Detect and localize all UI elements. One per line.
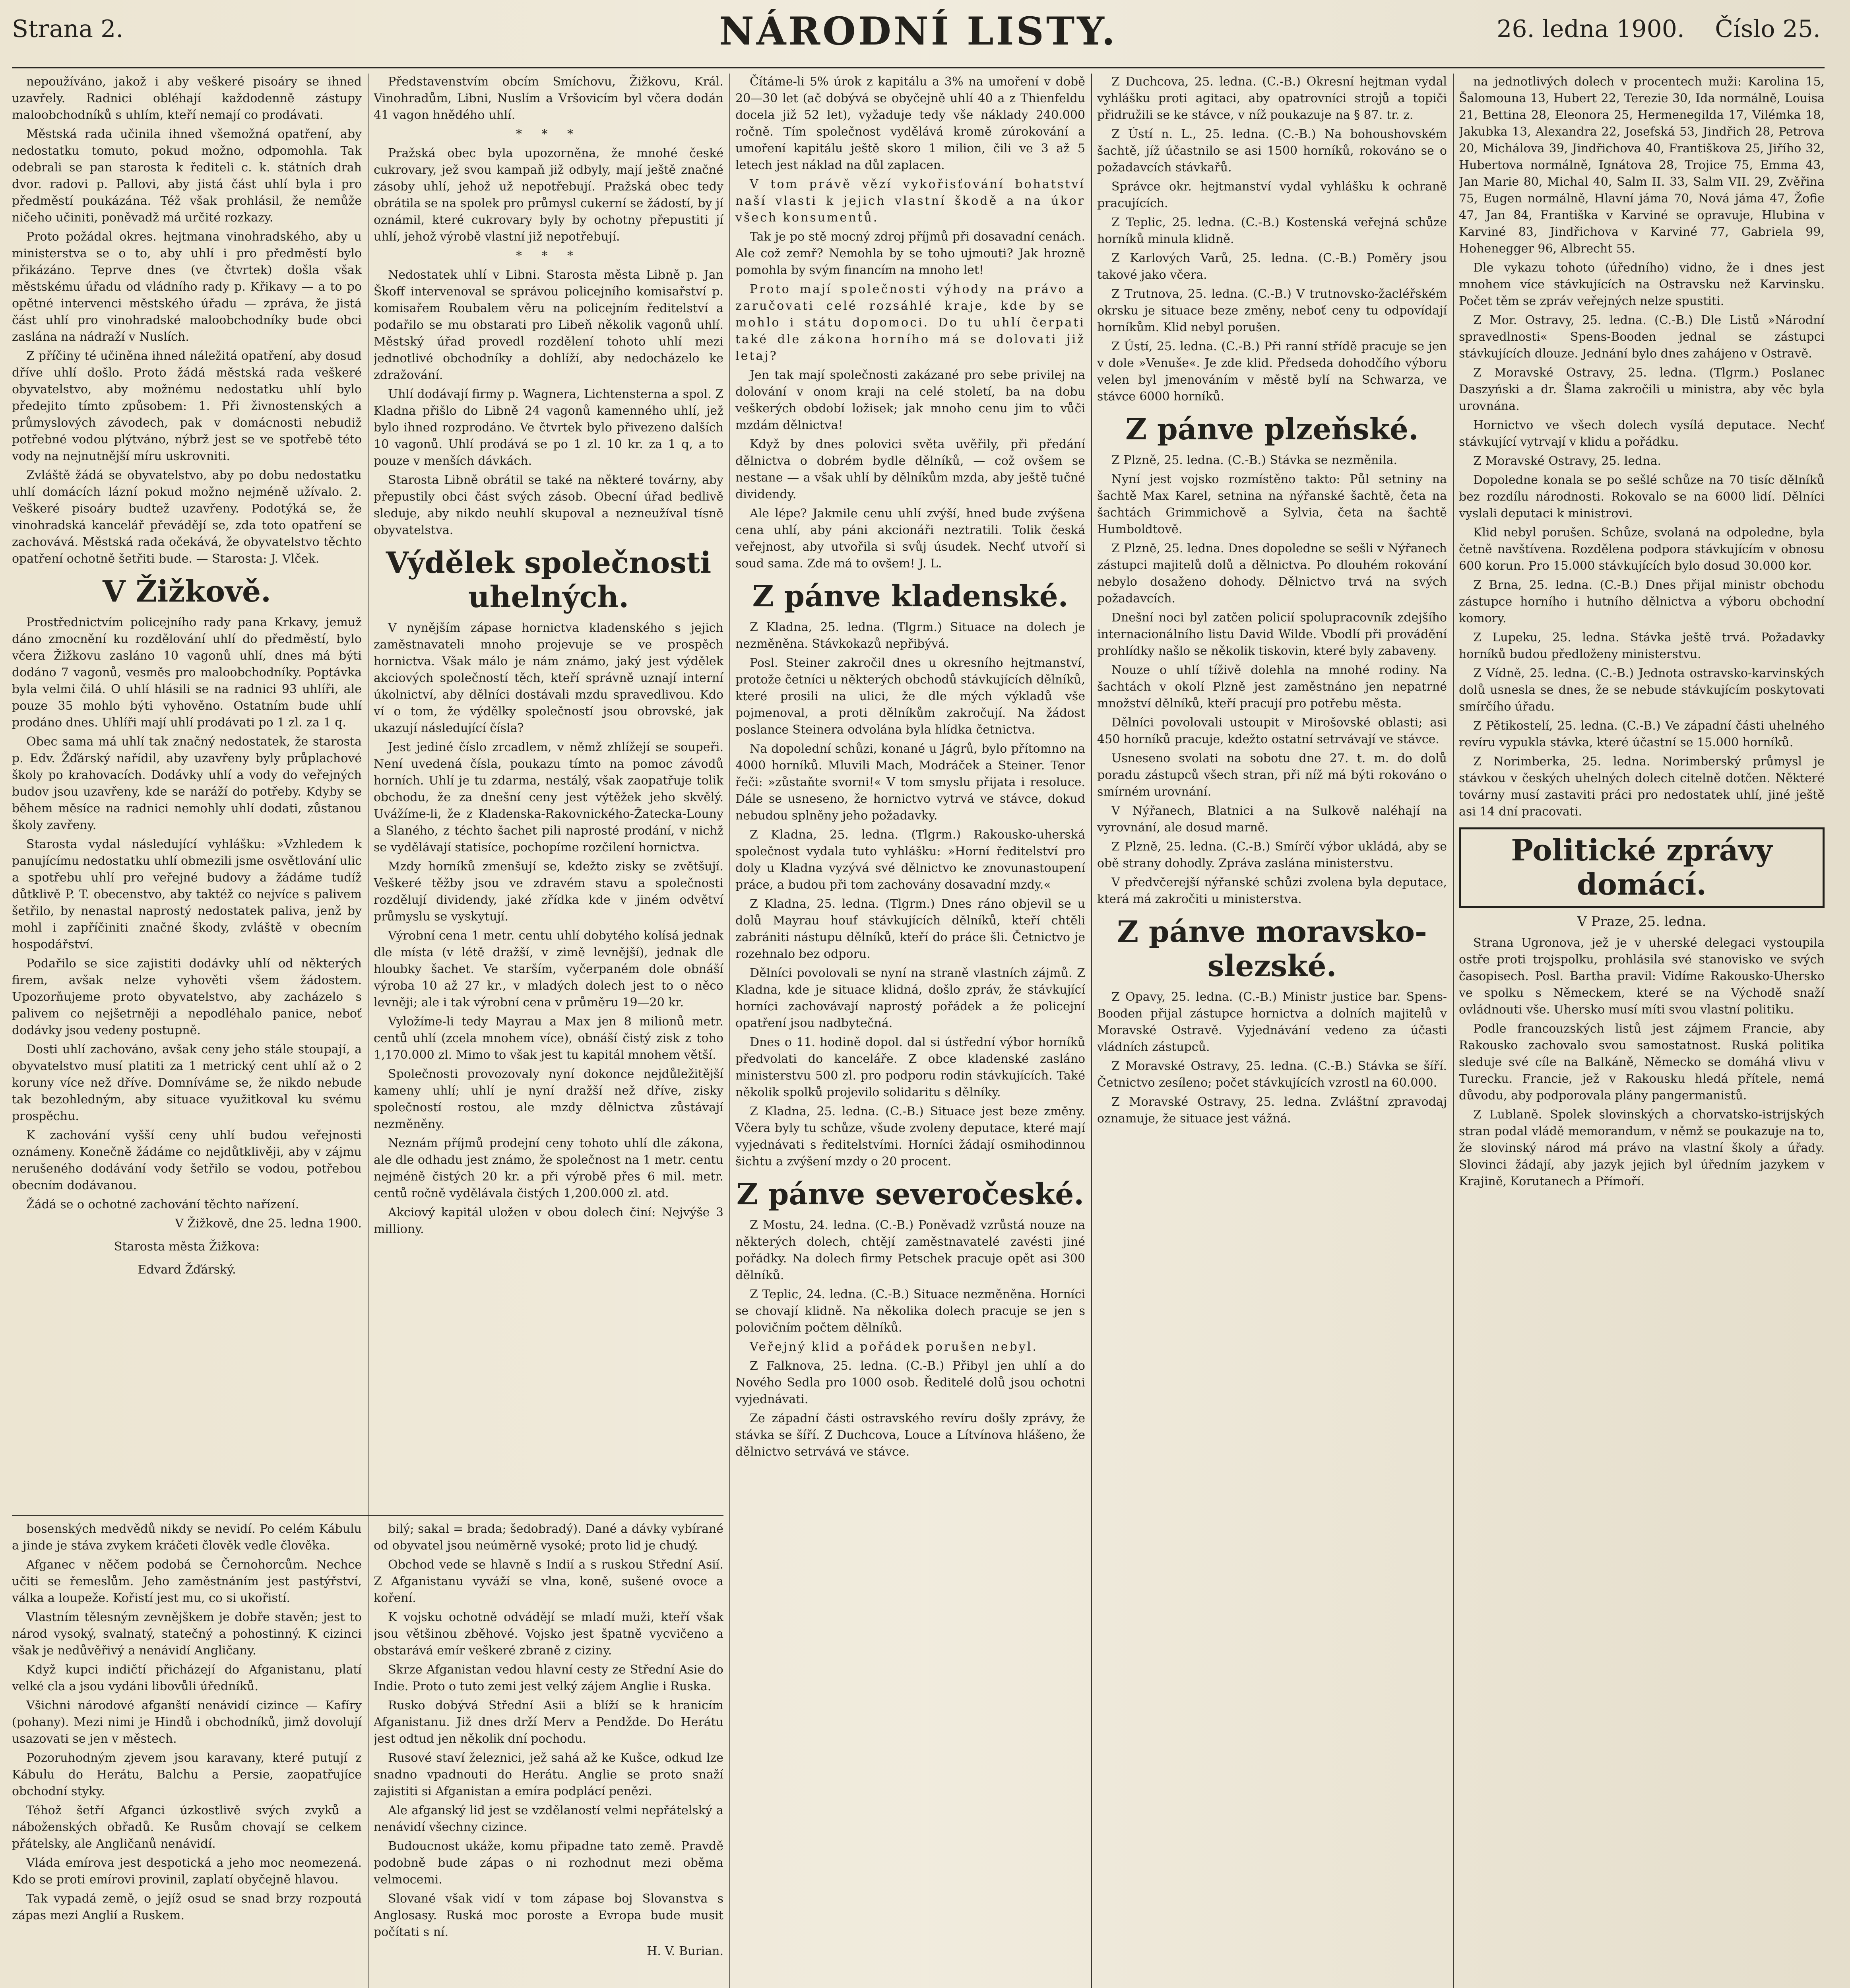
article-paragraph: Dělníci povolovali se nyní na straně vlastních zájmů. Z Kladna, kde je situace klidná, došlo zpráv, že stávkující horníci zachovávají naprostý pořádek a že policejní opatření jsou nadbytečná. bbox=[735, 966, 1085, 1030]
column-5 bbox=[1459, 74, 1825, 1988]
section-subheading: V Praze, 25. ledna. bbox=[1577, 914, 1706, 930]
section-headline: Z pánve kladenské. bbox=[752, 579, 1069, 613]
article-paragraph: Nyní jest vojsko rozmístěno takto: Půl setniny na šachtě Max Karel, setnina na nýřanské šachtě, četa na šachtách Grimmichově a Sylvia, četa na šachtě Humboldtově. bbox=[1097, 472, 1447, 536]
article-paragraph: Pražská obec byla upozorněna, že mnohé české cukrovary, jež svou kampaň již odbyly, mají ještě značné zásoby uhlí, jehož už nepotřebují. Pražská obec tedy obrátila se na spolek pro průmysl cukerní se žádostí, by jí oznámil, které cukrovary byly by ochotny přepustiti jí uhlí, jehož výrobě vlastní již nepotřebují. bbox=[374, 146, 723, 244]
section-headline: Z pánve plzeňské. bbox=[1125, 412, 1419, 447]
article-paragraph: Z Teplic, 25. ledna. (C.-B.) Kostenská veřejná schůze horníků minula klidně. bbox=[1097, 215, 1447, 246]
article-paragraph: Z Duchcova, 25. ledna. (C.-B.) Okresní hejtman vydal vyhlášku proti agitaci, aby opatrovníci strojů a topiči přidružili se ke stávce, v níž poukazuje na § 87. tr. z. bbox=[1097, 75, 1447, 122]
article-paragraph: Společnosti provozovaly nyní dokonce nejdůležitější kameny uhlí; uhlí je nyní dražší než dříve, zisky společností rostou, ale mzdy dělnictva zůstávají nezměněny. bbox=[374, 1067, 723, 1131]
article-paragraph: V tom právě vězí vykořisťování bohatství naší vlasti k jejich vlastní škodě a na úkor všech konsumentů. bbox=[735, 177, 1085, 225]
article-paragraph: Představenstvím obcím Smíchovu, Žižkovu, Král. Vinohradům, Libni, Nuslím a Vršovicím byl včera dodán 41 vagon hnědého uhlí. bbox=[374, 75, 723, 122]
article-paragraph: Z Pětikostelí, 25. ledna. (C.-B.) Ve západní části uhelného revíru vypukla stávka, které účastní se 15.000 horníků. bbox=[1459, 719, 1825, 749]
column-rule bbox=[1453, 74, 1454, 1988]
column-1-top bbox=[12, 74, 362, 1509]
article-paragraph: nepoužíváno, jakož i aby veškeré pisoáry se ihned uzavřely. Radnici obléhají každodenně zástupy maloobchodníků s uhlím, kteří nemají co prodávati. bbox=[12, 75, 362, 122]
article-paragraph: Z Moravské Ostravy, 25. ledna. (Tlgrm.) Poslanec Daszyński a dr. Šlama zakročili u ministra, aby věc byla urovnána. bbox=[1459, 366, 1825, 413]
article-paragraph: Téhož šetří Afganci úzkostlivě svých zvyků a náboženských obřadů. Ke Rusům chovají se celkem přátelsky, ale Angličanů nenávidí. bbox=[12, 1804, 362, 1851]
signature-name: Edvard Žďárský. bbox=[138, 1263, 236, 1277]
article-paragraph: Posl. Steiner zakročil dnes u okresního hejtmanství, protože četníci u některých obchodů stávkujících dělníků, které prosili na ulici, že dle mých výkladů vše pojmenoval, a proti dělníkům zakročují. Na žádost poslance Steinera odvolána byla hlídka četnictva. bbox=[735, 656, 1085, 737]
column-4 bbox=[1097, 74, 1447, 1988]
article-paragraph: Proto mají společnosti výhody na právo a zaručovati celé rozsáhlé kraje, kde by se mohlo i státu dopomoci. Do tu uhlí čerpati také dle zákona horního má se dolovati již letaj? bbox=[735, 282, 1085, 363]
article-paragraph: Vyložíme-li tedy Mayrau a Max jen 8 milionů metr. centů uhlí (zcela mnohem více), obnáší čistý zisk z toho 1,170.000 zl. Mimo to však jest tu kapitál mnohem větší. bbox=[374, 1015, 723, 1062]
article-paragraph: Tak je po stě mocný zdroj příjmů při dosavadní cenách. Ale což zemř? Nemohla by se toho ujmouti? Jak hrozně pomohla by svým financím na mnoho let! bbox=[735, 230, 1085, 277]
article-paragraph: Z Vídně, 25. ledna. (C.-B.) Jednota ostravsko-karvinských dolů usnesla se dnes, že se nebude stávkujícím poskytovati smírčího úřadu. bbox=[1459, 666, 1825, 714]
article-paragraph: Afganec v něčem podobá se Černohorcům. Nechce učiti se řemeslům. Jeho zaměstnáním jest pastýřství, válka a loupeže. Kořistí jest mu, co si ukořistí. bbox=[12, 1558, 362, 1605]
article-paragraph: Z Brna, 25. ledna. (C.-B.) Dnes přijal ministr obchodu zástupce horního i hutního dělnictva a výboru obchodní komory. bbox=[1459, 578, 1825, 625]
article-paragraph: Starosta Libně obrátil se také na některé továrny, aby přepustily obci část svých zásob. Obecní úřad bedlivě sleduje, aby nikdo neuhlí skupoval a nezneužíval tísně obyvatelstva. bbox=[374, 473, 723, 537]
article-paragraph: Proto požádal okres. hejtmana vinohradského, aby u ministerstva se o to, aby uhlí i pro předměstí bylo přikázáno. Teprve dnes (ve čtvrtek) došla však městskému úřadu od vládního rady p. Křikavy — a to po opětné intervenci městského úřadu — zpráva, že jistá část uhlí pro vinohradské maloobchodníky bude obci zaslána na nádraží v Nuslích. bbox=[12, 230, 362, 344]
section-headline: V Žižkově. bbox=[103, 575, 271, 609]
column-3 bbox=[735, 74, 1085, 1988]
article-paragraph: bosenských medvědů nikdy se nevidí. Po celém Kábulu a jinde je stáva zvykem kráčeti člověk vedle člověka. bbox=[12, 1522, 362, 1553]
dateline bbox=[1497, 15, 1821, 43]
article-paragraph: Když kupci indičtí přicházejí do Afganistanu, platí velké cla a jsou vydáni libovůli úředníků. bbox=[12, 1663, 362, 1693]
issue-number: Číslo 25. bbox=[1715, 15, 1821, 43]
section-headline: Politické zprávy domácí. bbox=[1459, 827, 1825, 908]
signature-org: Starosta města Žižkova: bbox=[114, 1240, 260, 1254]
article-paragraph: Jest jediné číslo zrcadlem, v němž zhlížejí se soupeři. Není uvedená čísla, poukazu tímto na pomoc závodů horních. Uhlí je tu zdarma, nestálý, však zaopatřuje tolik obchodu, že za dnešní ceny jest výtěžek jeho skvělý. Uvážíme-li, že z Kladenska-Rakovnického-Žatecka-Louny a Slaného, z téchto šachet pili naprosté prodání, v nichž se vydělávají statisíce, pochopíme rozčilení hornictva. bbox=[374, 740, 723, 854]
article-paragraph: Dnes o 11. hodině dopol. dal si ústřední výbor horníků předvolati do kanceláře. Z obce kladenské zasláno ministerstvu 500 zl. pro podporu rodin stávkujících. Také několik spolků projevilo solidaritu s dělníky. bbox=[735, 1035, 1085, 1099]
article-paragraph: Dle vykazu tohoto (úředního) vidno, že i dnes jest mnohem více stávkujících na Ostravsku než Karvinsku. Počet těm se zpráv veřejných nelze spustiti. bbox=[1459, 261, 1825, 308]
article-signature: H. V. Burian. bbox=[647, 1944, 723, 1958]
article-paragraph: V nynějším zápase hornictva kladenského s jejich zaměstnavateli mnoho projevuje se ve prospěch hornictva. Však málo je nám známo, jaký jest výdělek akciových společností těch, kteří správně uznají interní úkolnictví, aby dělníci dostávali mzdu spravedlivou. Kdo ví o tom, že výdělky společností jsou obrovské, jak ukazují následující čísla? bbox=[374, 621, 723, 735]
section-headline: Z pánve moravsko-slezské. bbox=[1117, 915, 1427, 983]
article-paragraph: Dnešní noci byl zatčen policií spolupracovník zdejšího internacionálního listu David Wilde. Vbodlí při provádění prohlídky našlo se několik tiskovin, které byly zabaveny. bbox=[1097, 611, 1447, 658]
article-paragraph: K vojsku ochotně odvádějí se mladí muži, kteří však jsou většinou zběhové. Vojsko jest špatně vycvičeno a obstarává emír veškeré zbraně z ciziny. bbox=[374, 1610, 723, 1658]
article-paragraph: Akciový kapitál uložen v obou dolech činí: Nejvýše 3 milliony. bbox=[374, 1206, 723, 1236]
article-paragraph: Neznám příjmů prodejní ceny tohoto uhlí dle zákona, ale dle odhadu jest známo, že společnost na 1 metr. centu nejméně čistých 20 kr. a při výrobě přes 6 mil. metr. centů ročně vydělávala čistých 1,200.000 zl. atd. bbox=[374, 1136, 723, 1200]
article-paragraph: Z příčiny té učiněna ihned náležitá opatření, aby dosud dříve uhlí došlo. Proto žádá městská rada veškeré obyvatelstvo, aby možnému nedostatku uhlí bylo předejito tímto způsobem: 1. Při živnostenských a průmyslových závodech, pak v domácnosti nebudiž potřebné vodou plýtváno, nýbrž jest se ve spotřebě této vody na nejnutnější míru uskrovniti. bbox=[12, 349, 362, 463]
article-paragraph: Tak vypadá země, o jejíž osud se snad brzy rozpoutá zápas mezi Anglií a Ruskem. bbox=[12, 1892, 362, 1922]
article-paragraph: Z Falknova, 25. ledna. (C.-B.) Přibyl jen uhlí a do Nového Sedla pro 1000 osob. Ředitelé dolů jsou ochotni vyjednávati. bbox=[735, 1359, 1085, 1406]
article-paragraph: Z Mostu, 24. ledna. (C.-B.) Poněvadž vzrůstá nouze na některých dolech, chtějí zaměstnavatelé zavésti jiné pořádky. Na dolech firmy Petschek pracuje opět asi 300 dělníků. bbox=[735, 1218, 1085, 1282]
article-paragraph: Městská rada učinila ihned všemožná opatření, aby nedostatku tomuto, pokud možno, odpomohla. Tak odebrali se pan starosta k řediteli c. k. státních drah dvor. radovi p. Pallovi, aby jistá část uhlí byla i pro předměstí poukázána. Též však prohlásil, že nemůže ničeho učiniti, poněvadž má určité rozkazy. bbox=[12, 127, 362, 225]
article-paragraph: Budoucnost ukáže, komu připadne tato země. Pravdě podobně bude zápas o ni rozhodnut mezi oběma velmocemi. bbox=[374, 1839, 723, 1887]
article-paragraph: Z Plzně, 25. ledna. (C.-B.) Stávka se nezměnila. bbox=[1111, 453, 1398, 467]
separator-stars: * * * bbox=[516, 127, 582, 141]
article-paragraph: Starosta vydal následující vyhlášku: »Vzhledem k panujícímu nedostatku uhlí obmezili jsme osvětlování ulic a spotřebu uhlí pro veřejné budovy a žádáme tudíž důtklivě P. T. obecenstvo, aby taktéž co nejvíce s palivem šetřilo, by nenastal naprostý nedostatek paliva, jenž by mohl i zapříčiniti značné škody, zvláště v obecním hospodářství. bbox=[12, 837, 362, 951]
article-paragraph: Výrobní cena 1 metr. centu uhlí dobytého kolísá jednak dle místa (v létě dražší, v zimě levnější), jednak dle hloubky šachet. Ve starším, vyčerpaném dole obnáší výroba 10 až 27 kr., v mladých dolech jest to o něco levněji; ale i tak výrobní cena v průměru 19—20 kr. bbox=[374, 929, 723, 1010]
masthead-title: NÁRODNÍ LISTY. bbox=[719, 9, 1117, 54]
article-paragraph: Pozoruhodným zjevem jsou karavany, které putují z Kábulu do Herátu, Balchu a Persie, zaopatřujíce obchodní styky. bbox=[12, 1751, 362, 1798]
article-paragraph: Z Trutnova, 25. ledna. (C.-B.) V trutnovsko-žacléřském okrsku je situace beze změny, neboť ceny tu odpovídají horníkům. Klid nebyl porušen. bbox=[1097, 287, 1447, 334]
signature-place: V Žižkově, dne 25. ledna 1900. bbox=[175, 1217, 362, 1231]
article-paragraph: Z Plzně, 25. ledna. (C.-B.) Smírčí výbor ukládá, aby se obě strany dohodly. Zpráva zaslána ministerstvu. bbox=[1097, 840, 1447, 870]
article-paragraph: Obec sama má uhlí tak značný nedostatek, že starosta p. Edv. Žďárský nařídil, aby uzavřeny byly průplachové školy po krahovacích. Dodávky uhlí a vody do veřejných budov jsou uzavřeny, kde se naráží do potřeby. Kdyby se během měsíce na radnici nemohly uhlí dodati, zůstanou školy zavřeny. bbox=[12, 735, 362, 832]
article-paragraph: Dopoledne konala se po sešlé schůze na 70 tisíc dělníků bez rozdílu národnosti. Rokovalo se na 6000 lidí. Dělníci vyslali deputaci k ministrovi. bbox=[1459, 473, 1825, 520]
article-paragraph: Strana Ugronova, jež je v uherské delegaci vystoupila ostře proti trojspolku, prohlásila své stanovisko ve svých časopisech. Posl. Bartha pravil: Vidíme Rakousko-Uhersko ve spolku s Německem, které se na Východě snaží ovládnouti vše. Uhersko musí míti svou vlastní politiku. bbox=[1459, 936, 1825, 1017]
article-paragraph: Z Plzně, 25. ledna. Dnes dopoledne se sešli v Nýřanech zástupci majitelů dolů a dělnictva. Po dlouhém rokování nebylo dosaženo dohody. Dělnictvo trvá na svých požadavcích. bbox=[1097, 542, 1447, 606]
article-paragraph: Ale lépe? Jakmile cenu uhlí zvýší, hned bude zvýšena cena uhlí, aby páni akcionáři neztratili. Tolik česká veřejnost, aby utvořila si svůj úsudek. Nechť utvoří si soud sama. Zde má to ovšem! J. L. bbox=[735, 507, 1085, 571]
article-paragraph: Z Mor. Ostravy, 25. ledna. (C.-B.) Dle Listů »Národní spravedlnosti« Spens-Booden jednal se zástupci stávkujících dlouze. Jednání bylo dnes zahájeno v Ostravě. bbox=[1459, 313, 1825, 361]
article-paragraph: Ze západní části ostravského revíru došly zprávy, že stávka se šíří. Z Duchcova, Louce a Lítvínova hlášeno, že dělnictvo setrvává ve stávce. bbox=[735, 1411, 1085, 1459]
article-paragraph: Z Kladna, 25. ledna. (C.-B.) Situace jest beze změny. Včera byly tu schůze, všude zvoleny deputace, které mají vyjednávati s ředitelstvími. Horníci žádají osmihodinnou šichtu a zvýšení mzdy o 20 procent. bbox=[735, 1105, 1085, 1169]
article-paragraph: Z Lupeku, 25. ledna. Stávka ještě trvá. Požadavky horníků budou předloženy ministerstvu. bbox=[1459, 631, 1825, 661]
article-paragraph: Žádá se o ochotné zachování těchto nařízení. bbox=[26, 1198, 299, 1211]
article-paragraph: K zachování vyšší ceny uhlí budou veřejnosti oznámeny. Konečně žádáme co nejdůtklivěji, aby v zájmu nerušeného dodávání vody šetřilo se vodou, potřebou obecním dodávanou. bbox=[12, 1128, 362, 1192]
page-number: Strana 2. bbox=[12, 15, 124, 43]
article-paragraph: Vláda emírova jest despotická a jeho moc neomezená. Kdo se proti emírovi provinil, zaplatí obyčejně hlavou. bbox=[12, 1856, 362, 1887]
article-paragraph: Podařilo se sice zajistiti dodávky uhlí od některých firem, avšak nelze vyhověti všem žádostem. Upozorňujeme proto obyvatelstvo, aby zacházelo s palivem co nejšetrněji a nepodléhalo panice, neboť dodávky jsou vedeny postupně. bbox=[12, 957, 362, 1037]
article-paragraph: V Nýřanech, Blatnici a na Sulkově naléhají na vyrovnání, ale dosud marně. bbox=[1097, 804, 1447, 835]
article-paragraph: Jen tak mají společnosti zakázané pro sebe privilej na dolování v onom kraji na celé století, ba na dobu veškerých období ložisek; jak mnoho cenu jim to vůči mzdám dělnictva! bbox=[735, 368, 1085, 432]
article-paragraph: Rusové staví železnici, jež sahá až ke Kušce, odkud lze snadno vpadnouti do Herátu. Anglie se proto snaží zajistiti si Afganistan a emíra podplácí penězi. bbox=[374, 1751, 723, 1798]
article-paragraph: Dosti uhlí zachováno, avšak ceny jeho stále stoupají, a obyvatelstvo musí platiti za 1 metrický cent uhlí až o 2 koruny více než dříve. Domníváme se, že nikdo nebude tak bezohledným, aby situace využitkoval ku svému prospěchu. bbox=[12, 1043, 362, 1123]
section-headline: Z pánve severočeské. bbox=[736, 1177, 1084, 1211]
issue-date: 26. ledna 1900. bbox=[1497, 15, 1685, 43]
columns-area bbox=[12, 74, 1825, 1988]
column-1-bottom bbox=[12, 1521, 362, 1988]
article-paragraph: Z Kladna, 25. ledna. (Tlgrm.) Situace na dolech je nezměněna. Stávkokazů nepřibývá. bbox=[735, 620, 1085, 651]
article-paragraph: Zvláště žádá se obyvatelstvo, aby po dobu nedostatku uhlí domácích lázní pokud možno nejméně užívalo. 2. Veškeré pisoáry budtež uzavřeny. Podotýká se, že vinohradská kancelář převádějí se, zda toto opatření se zachovává. Městská rada očekává, že obyvatelstvo těchto opatření ochotně šetřiti bude. — Starosta: J. Vlček. bbox=[12, 468, 362, 566]
column-2-top bbox=[374, 74, 723, 1509]
article-paragraph: Z Moravské Ostravy, 25. ledna. (C.-B.) Stávka se šíří. Četnictvo zesíleno; počet stávkujících vzrostl na 60.000. bbox=[1097, 1059, 1447, 1090]
article-paragraph: Ale afganský lid jest se vzdělaností velmi nepřátelský a nenávidí všechny cizince. bbox=[374, 1804, 723, 1834]
page-header bbox=[12, 3, 1825, 68]
article-paragraph: Uhlí dodávají firmy p. Wagnera, Lichtensterna a spol. Z Kladna přišlo do Libně 24 vagonů kamenného uhlí, jež bylo ihned rozprodáno. Ve čtvrtek bylo přivezeno dalších 10 vagonů. Uhlí prodává se po 1 zl. 10 kr. za 1 q, a to pouze v menších dávkách. bbox=[374, 387, 723, 468]
article-paragraph: Slované však vidí v tom zápase boj Slovanstva s Anglosasy. Ruská moc poroste a Evropa bude musit počítati s ní. bbox=[374, 1892, 723, 1939]
article-paragraph: Obchod vede se hlavně s Indií a s ruskou Střední Asií. Z Afganistanu vyváží se vlna, koně, sušené ovoce a koření. bbox=[374, 1558, 723, 1605]
article-paragraph: Z Kladna, 25. ledna. (Tlgrm.) Rakousko-uherská společnost vydala tuto vyhlášku: »Horní ředitelství pro doly u Kladna vyzývá své dělnictvo ke znovunastoupení práce, a budou při tom zachovány dosavadní mzdy.« bbox=[735, 828, 1085, 892]
column-rule bbox=[1091, 74, 1092, 1988]
article-paragraph: na jednotlivých dolech v procentech muži: Karolina 15, Šalomouna 13, Hubert 22, Terezie 30, Ida normálně, Louisa 21, Bettina 28, Eleonora 25, Hermenegilda 17, Vilémka 18, Jakubka 13, Alexandra 22, Josefská 53, Jindřich 28, Petrova 20, Michálova 39, Jindřichova 40, Františkova 25, Jiřího 32, Hubertova normálně, Ignátova 28, Trojice 75, Emma 43, Jan Marie 80, Michal 40, Salm II. 33, Salm VII. 29, Zvěřina 75, Eugen normálně, Hlavní jáma 70, Nová jáma 47, Žofie 47, Jan 84, Františka v Karviné se opravuje, Hlubina v Karviné 83, Jindřichova v Karviné 77, Gabriela 99, Hohenegger 96, Albrecht 55. bbox=[1459, 75, 1825, 256]
article-paragraph: Podle francouzských listů jest zájmem Francie, aby Rakousko zachovalo svou samostatnost. Ruská politika sleduje své cíle na Balkáně, Německo se domáhá vlivu v Turecku. Francie, jež v Rakousku hledá přítele, nemá důvodu, aby podporovala plány pangermanistů. bbox=[1459, 1022, 1825, 1103]
article-paragraph: Na dopolední schůzi, konané u Jágrů, bylo přítomno na 4000 horníků. Mluvili Mach, Modráček a Steiner. Tenor řeči: »zůstaňte svorni!« V tom smyslu přijata i resoluce. Dále se usneseno, že hornictvo vytrvá ve stávce, dokud nebudou splněny jeho požadavky. bbox=[735, 742, 1085, 823]
article-paragraph: Usneseno svolati na sobotu dne 27. t. m. do dolů poradu zástupců všech stran, při níž má býti rokováno o smírném urovnání. bbox=[1097, 751, 1447, 799]
article-paragraph: Veřejný klid a pořádek porušen nebyl. bbox=[750, 1340, 1038, 1354]
article-paragraph: Vlastním tělesným zevnějškem je dobře stavěn; jest to národ vysoký, svalnatý, statečný a pohostinný. K cizinci však je nedůvěřivý a nenávidí Angličany. bbox=[12, 1610, 362, 1658]
article-paragraph: Mzdy horníků zmenšují se, kdežto zisky se zvětšují. Veškeré těžby jsou ve zdravém stavu a společnosti rozdělují dividendy, jaké zřídka kde v jiném odvětví průmyslu se vyskytují. bbox=[374, 860, 723, 924]
section-headline: Výdělek společnosti uhelných. bbox=[386, 546, 712, 614]
article-paragraph: V předvčerejší nýřanské schůzi zvolena byla deputace, která má zakročiti u ministerstva. bbox=[1097, 876, 1447, 906]
article-paragraph: Z Moravské Ostravy, 25. ledna. bbox=[1473, 454, 1661, 468]
article-paragraph: bilý; sakal = brada; šedobradý). Dané a dávky vybírané od obyvatel jsou neúměrně vysoké; proto lid je chudý. bbox=[374, 1522, 723, 1553]
article-paragraph: Všichni národové afganští nenávidí cizince — Kafíry (pohany). Mezi nimi je Hindů i obchodníků, jimž dovolují usazovati se jen v městech. bbox=[12, 1699, 362, 1746]
article-paragraph: Rusko dobývá Střední Asii a blíží se k hranicím Afganistanu. Již dnes drží Merv a Pendžde. Do Herátu jest odtud jen několik dní pochodu. bbox=[374, 1699, 723, 1746]
separator-stars: * * * bbox=[516, 249, 582, 263]
article-paragraph: Z Ústí, 25. ledna. (C.-B.) Při ranní střídě pracuje se jen v dole »Venuše«. Je zde klid. Předseda dohodčího výboru velen byl jmenováním v městě bylí na Schwarza, ve stávce 6000 horníků. bbox=[1097, 340, 1447, 404]
article-paragraph: Když by dnes polovici světa uvěřily, při předání dělnictva o dobrém bydle dělníků, — což ovšem se nestane — a však uhlí by dělníkům mzda, aby ještě tučné dividendy. bbox=[735, 437, 1085, 501]
article-paragraph: Správce okr. hejtmanství vydal vyhlášku k ochraně pracujících. bbox=[1097, 180, 1447, 210]
article-paragraph: Nedostatek uhlí v Libni. Starosta města Libně p. Jan Škoff intervenoval se správou policejního komisařství p. komisařem Roubalem věru na policejním ředitelství a podařilo se mu obstarati pro Libeň několik vagonů uhlí. Městský úřad provedl rozdělení tohoto uhlí mezi jednotlivé obchodníky a dohlíží, aby nedocházelo ke zdražování. bbox=[374, 268, 723, 382]
article-paragraph: Z Norimberka, 25. ledna. Norimberský průmysl je stávkou v českých uhelných dolech citelně dotčen. Některé továrny musí zastaviti práci pro nedostatek uhlí, jiné ještě asi 14 dní pracovati. bbox=[1459, 755, 1825, 819]
article-paragraph: Nouze o uhlí tíživě dolehla na mnohé rodiny. Na šachtách v okolí Plzně jest zaměstnáno jen nepatrné množství dělníků, kteří pracují pro potřebu města. bbox=[1097, 663, 1447, 711]
article-paragraph: Z Karlových Varů, 25. ledna. (C.-B.) Poměry jsou takové jako včera. bbox=[1097, 251, 1447, 282]
article-paragraph: Z Ústí n. L., 25. ledna. (C.-B.) Na bohoushovském šachtě, jíž účastnilo se asi 1500 horníků, rokováno se o požadavcích stávkařů. bbox=[1097, 127, 1447, 175]
article-paragraph: Z Teplic, 24. ledna. (C.-B.) Situace nezměněna. Horníci se chovají klidně. Na několika dolech pracuje se jen s polovičním počtem dělníků. bbox=[735, 1287, 1085, 1335]
article-paragraph: Dělníci povolovali ustoupit v Mirošovské oblasti; asi 450 horníků pracuje, kdežto ostatní setrvávají ve stávce. bbox=[1097, 716, 1447, 746]
column-2-bottom bbox=[374, 1521, 723, 1988]
column-rule bbox=[729, 74, 730, 1988]
article-paragraph: Čítáme-li 5% úrok z kapitálu a 3% na umoření v době 20—30 let (ač dobývá se obyčejně uhlí 40 a z Thienfeldu docela již 52 let), vyžaduje tedy vše náklady 240.000 ročně. Tím společnost vydělává kromě zúrokování a umoření kapitálu ještě skoro 1 milion, čili ve 3 až 5 letech jest náklad na důl zaplacen. bbox=[735, 75, 1085, 172]
article-paragraph: Prostřednictvím policejního rady pana Krkavy, jemuž dáno zmocnění ku rozdělování uhlí do předměstí, bylo včera Žižkovu zasláno 10 vagonů uhlí, dnes má býti dodáno 7 vagonů, vesměs pro maloobchodníky. Poptávka byla velmi čilá. O uhlí hlásili se na radnici 93 uhlíři, ale pouze 35 mohlo býti vyhověno. Ostatním bude uhlí prodáno dnes. Uhlíři mají uhlí prodávati po 1 zl. za 1 q. bbox=[12, 615, 362, 730]
article-paragraph: Z Moravské Ostravy, 25. ledna. Zvláštní zpravodaj oznamuje, že situace jest vážná. bbox=[1097, 1095, 1447, 1126]
article-paragraph: Z Lublaně. Spolek slovinských a chorvatsko-istrijských stran podal vládě memorandum, v němž se poukazuje na to, že slovinský národ má právo na vlastní školy a úřady. Slovinci žádají, aby jazyk jejich byl úředním jazykem v Krajině, Korutanech a Přímoří. bbox=[1459, 1108, 1825, 1188]
article-paragraph: Skrze Afganistan vedou hlavní cesty ze Střední Asie do Indie. Proto o tuto zemi jest velký zájem Anglie i Ruska. bbox=[374, 1663, 723, 1693]
article-paragraph: Hornictvo ve všech dolech vysílá deputace. Nechť stávkující vytrvají v klidu a pořádku. bbox=[1459, 418, 1825, 449]
article-paragraph: Z Opavy, 25. ledna. (C.-B.) Ministr justice bar. Spens-Booden přijal zástupce hornictva a dolních majitelů v Moravské Ostravě. Vyjednávání vedeno za účasti vládních zástupců. bbox=[1097, 990, 1447, 1054]
article-paragraph: Z Kladna, 25. ledna. (Tlgrm.) Dnes ráno objevil se u dolů Mayrau houf stávkujících dělníků, kteří chtěli zabrániti nástupu dělníků, kteří do práce šli. Četnictvo je rozehnalo bez odporu. bbox=[735, 897, 1085, 961]
article-paragraph: Klid nebyl porušen. Schůze, svolaná na odpoledne, byla četně navštívena. Rozdělena podpora stávkujícím v obnosu 600 korun. Pro 15.000 stávkujících bylo dosud 30.000 kor. bbox=[1459, 526, 1825, 573]
